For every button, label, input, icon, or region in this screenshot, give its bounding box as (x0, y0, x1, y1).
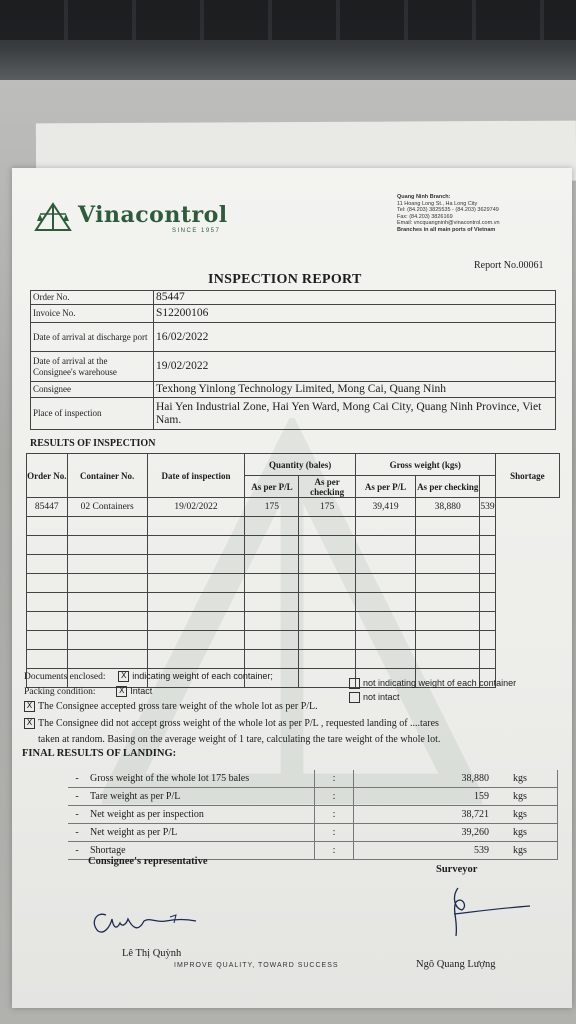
info-row (31, 291, 556, 305)
final-results-heading: FINAL RESULTS OF LANDING: (22, 748, 177, 759)
final-results-table (68, 770, 558, 860)
final-label: Gross weight of the whole lot 175 bales (86, 770, 315, 788)
cell-qty-check: 175 (299, 498, 355, 517)
col-quantity: Quantity (bales) (245, 454, 356, 476)
vinacontrol-logo-icon (34, 202, 72, 232)
note-not-accepted-cont: taken at random. Basing on the average weight of 1 tare, calculating the tare weight of the whole lot. (38, 734, 441, 745)
final-label: Net weight as per P/L (86, 824, 315, 842)
final-value: 38,721 (354, 806, 510, 824)
cell-qty-pl: 175 (245, 498, 299, 517)
note-accepted (24, 701, 318, 712)
info-label: Invoice No. (31, 305, 154, 323)
not-accepted-checkbox: X (24, 718, 35, 729)
indicating-label: indicating weight of each container; (132, 671, 273, 681)
final-unit: kgs (509, 788, 558, 806)
col-shortage: Shortage (495, 454, 559, 498)
empty-row (27, 593, 560, 612)
info-row (31, 305, 556, 323)
not-indicating-row (349, 678, 516, 689)
final-row (68, 788, 558, 806)
info-row (31, 382, 556, 398)
empty-row (27, 574, 560, 593)
info-label: Consignee (31, 382, 154, 398)
final-colon: : (315, 824, 354, 842)
packing-row (24, 686, 152, 697)
accepted-text: The Consignee accepted gross tare weight of the whole lot as per P/L. (38, 701, 318, 712)
info-label: Order No. (31, 291, 154, 305)
final-colon: : (315, 788, 354, 806)
col-gw-checking: As per checking (416, 476, 480, 498)
brand-since: SINCE 1957 (172, 228, 221, 234)
results-header-row (27, 454, 560, 476)
documents-label: Documents enclosed: (24, 672, 106, 682)
final-unit: kgs (509, 842, 558, 860)
consignee-rep-label: Consignee's representative (88, 856, 208, 867)
final-label: Shortage (86, 842, 315, 860)
col-gw-per-pl: As per P/L (355, 476, 415, 498)
branch-address (397, 194, 567, 234)
note-not-accepted (24, 718, 439, 729)
col-qty-checking: As per checking (299, 476, 355, 498)
branch-line: Branches in all main ports of Vietnam (397, 226, 496, 233)
empty-row (27, 536, 560, 555)
final-dash: - (68, 788, 86, 806)
cell-gw-check: 38,880 (416, 498, 480, 517)
surveyor-name: Ngô Quang Lượng (416, 959, 496, 970)
final-value: 39,260 (354, 824, 510, 842)
empty-row (27, 612, 560, 631)
empty-row (27, 517, 560, 536)
final-label: Tare weight as per P/L (86, 788, 315, 806)
surveyor-label: Surveyor (436, 864, 478, 875)
info-label: Date of arrival at discharge port (31, 323, 154, 352)
surveyor-signature-icon (432, 880, 542, 940)
final-colon: : (315, 842, 354, 860)
not-intact-checkbox (349, 692, 360, 703)
final-row (68, 770, 558, 788)
packing-label: Packing condition: (24, 687, 96, 697)
inspection-report-page (12, 168, 572, 1008)
final-value: 159 (354, 788, 510, 806)
final-colon: : (315, 806, 354, 824)
branch-line: Fax: (84.203) 3826169 (397, 213, 453, 220)
keyboard-keys (0, 0, 576, 40)
page-title: INSPECTION REPORT (208, 272, 362, 287)
cell-gw-pl: 39,419 (355, 498, 415, 517)
intact-checkbox: X (116, 686, 127, 697)
final-row (68, 824, 558, 842)
info-value: Hai Yen Industrial Zone, Hai Yen Ward, Mong Cai City, Quang Ninh Province, Viet Nam. (154, 398, 556, 430)
report-number: Report No.00061 (474, 260, 544, 271)
info-row (31, 323, 556, 352)
col-date: Date of inspection (147, 454, 245, 498)
intact-label: Intact (130, 686, 153, 696)
not-indicating-label: not indicating weight of each container (363, 678, 517, 688)
not-accepted-text: The Consignee did not accept gross weight of the whole lot as per P/L , requested landing of ....tares (38, 718, 439, 729)
results-table (26, 453, 560, 688)
not-intact-label: not intact (363, 692, 400, 702)
consignee-signature-icon (86, 893, 216, 938)
col-qty-per-pl: As per P/L (245, 476, 299, 498)
indicating-checkbox: X (118, 671, 129, 682)
info-table (30, 290, 556, 430)
final-dash: - (68, 806, 86, 824)
final-unit: kgs (509, 806, 558, 824)
info-value: S12200106 (154, 305, 556, 323)
col-container-no: Container No. (67, 454, 147, 498)
empty-row (27, 650, 560, 669)
branch-line: Quang Ninh Branch: (397, 194, 451, 200)
table-row (27, 498, 560, 517)
col-gross-weight: Gross weight (kgs) (355, 454, 495, 476)
final-dash: - (68, 770, 86, 788)
info-value: Texhong Yinlong Technology Limited, Mong Cai, Quang Ninh (154, 382, 556, 398)
info-value: 16/02/2022 (154, 323, 556, 352)
cell-order-no: 85447 (27, 498, 68, 517)
final-unit: kgs (509, 824, 558, 842)
slogan: IMPROVE QUALITY, TOWARD SUCCESS (174, 962, 339, 969)
info-row (31, 352, 556, 382)
final-row (68, 806, 558, 824)
empty-row (27, 631, 560, 650)
cell-shortage: 539 (480, 498, 495, 517)
branch-line: Tel: (84.203) 3825535 - (84.203) 3629749 (397, 207, 499, 214)
info-value: 19/02/2022 (154, 352, 556, 382)
final-unit: kgs (509, 770, 558, 788)
info-row (31, 398, 556, 430)
final-label: Net weight as per inspection (86, 806, 315, 824)
not-indicating-checkbox (349, 678, 360, 689)
empty-row (27, 555, 560, 574)
final-value: 539 (354, 842, 510, 860)
final-dash: - (68, 842, 86, 860)
branch-line: 11 Hoang Long St., Ha Long City (397, 200, 478, 207)
cell-date: 19/02/2022 (147, 498, 245, 517)
documents-row (24, 671, 273, 682)
info-value: 85447 (154, 291, 556, 305)
consignee-name: Lê Thị Quỳnh (122, 948, 182, 959)
info-label: Date of arrival at the Consignee's warehouse (31, 352, 154, 382)
results-heading: RESULTS OF INSPECTION (30, 438, 156, 449)
final-value: 38,880 (354, 770, 510, 788)
not-intact-row (349, 692, 400, 703)
branch-line: Email: vncquangninh@vinacontrol.com.vn (397, 220, 500, 227)
col-order-no: Order No. (27, 454, 68, 498)
final-colon: : (315, 770, 354, 788)
cell-container-no: 02 Containers (67, 498, 147, 517)
brand-name: Vinacontrol (78, 202, 228, 228)
info-label: Place of inspection (31, 398, 154, 430)
final-dash: - (68, 824, 86, 842)
accepted-checkbox: X (24, 701, 35, 712)
